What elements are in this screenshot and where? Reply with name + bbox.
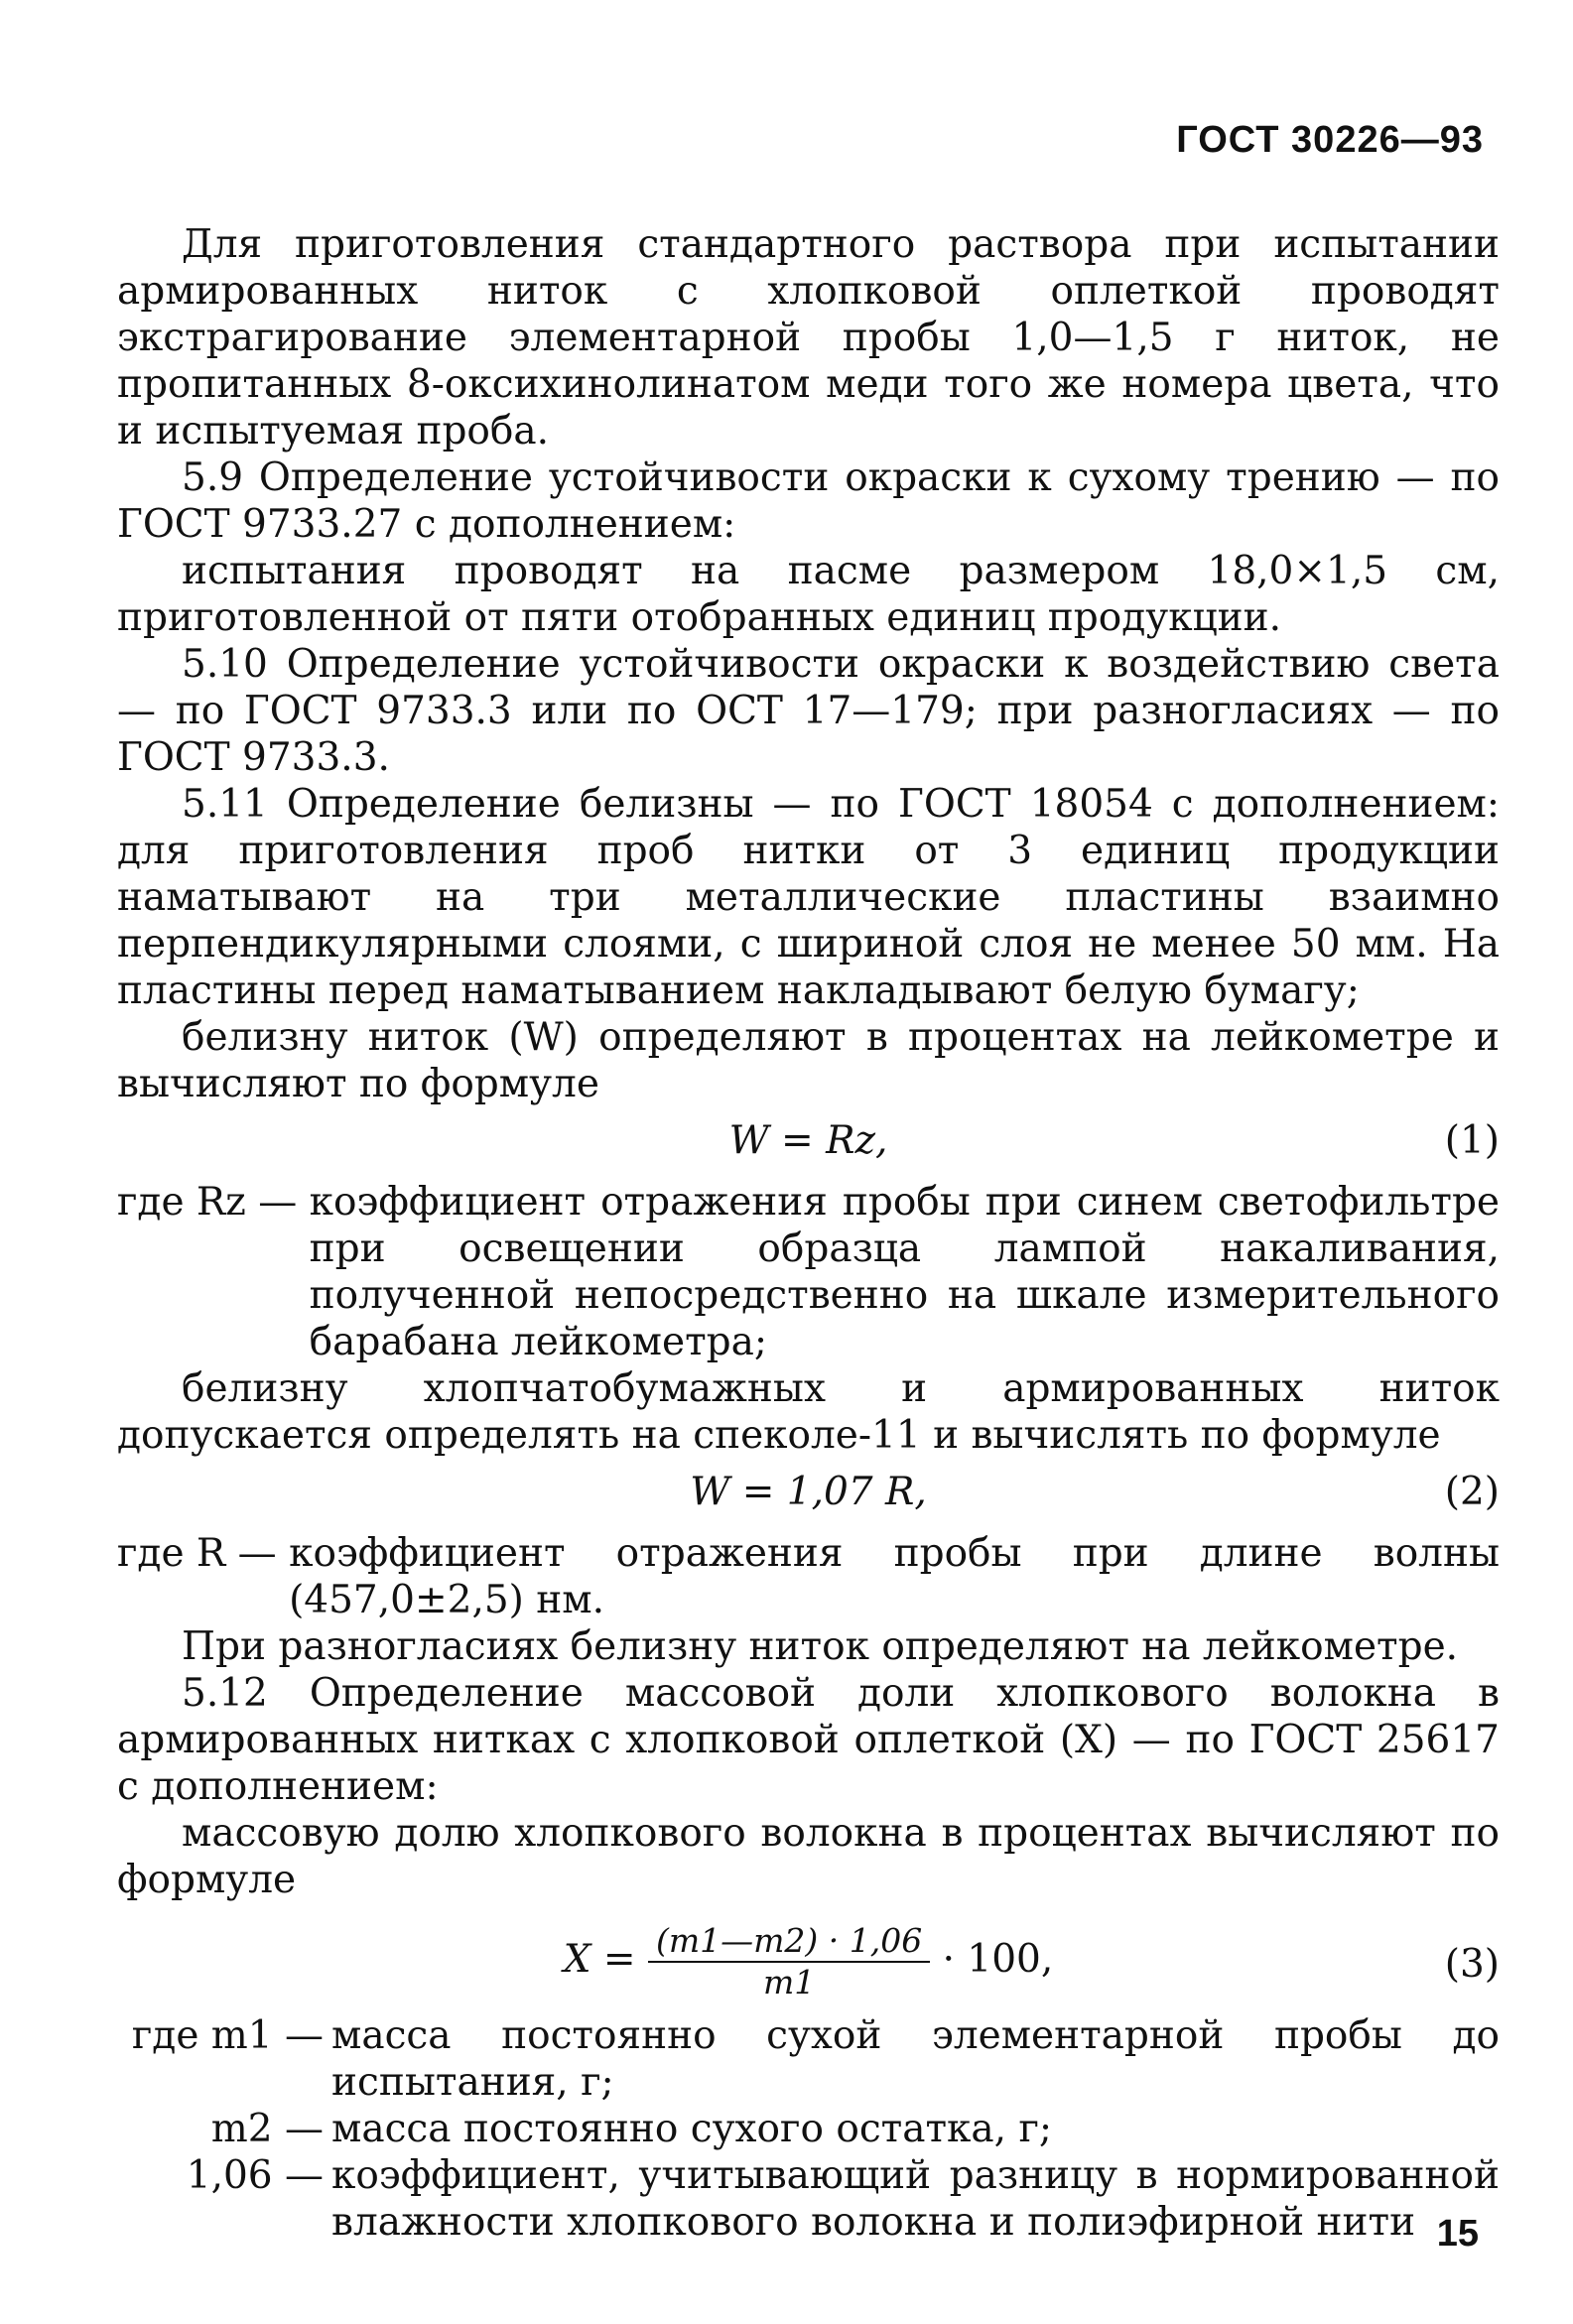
formula-2 <box>117 1459 1500 1530</box>
formula-1 <box>117 1107 1500 1179</box>
formula-3-lhs: X = <box>563 1937 636 1982</box>
paragraph: Для приготовления стандартного раствора при испытании армированных ниток с хлопковой оплеткой проводят экстрагирование элементарной пробы 1,0—1,5 г ниток, не пропитанных 8-оксихинолинатом меди того же номера цвета, что и испытуемая проба. <box>117 222 1500 453</box>
formula-3-numerator: (m1—m2) · 1,06 <box>648 1921 930 1963</box>
definition-row <box>117 2152 1500 2246</box>
definition-symbol: 1,06 — <box>186 2153 324 2198</box>
formula-1-expression: W = Rz, <box>728 1118 888 1163</box>
formula-3-fraction <box>648 1921 930 2002</box>
definition-list <box>117 2012 1500 2246</box>
definition-row <box>117 2012 1500 2106</box>
section-5-11: 5.11 Определение белизны — по ГОСТ 18054 с дополнением: для приготовления проб нитки от 3 единиц продукции наматывают на три металлические пластины взаимно перпендикулярными слоями, с шириной слоя не менее 50 мм. На пластины перед наматыванием накладывают белую бумагу; <box>117 782 1500 1013</box>
where-clause-2 <box>117 1530 1500 1623</box>
formula-3-expression <box>117 1921 1500 2002</box>
page-header: ГОСТ 30226—93 <box>1176 119 1484 161</box>
definition-symbol: где m1 — <box>131 2013 324 2058</box>
paragraph: испытания проводят на пасме размером 18,0×1,5 см, приготовленной от пяти отобранных единиц продукции. <box>117 549 1500 640</box>
paragraph: При разногласиях белизну ниток определяют на лейкометре. <box>182 1624 1459 1669</box>
definition-text: масса постоянно сухого остатка, г; <box>331 2107 1053 2151</box>
definition-row <box>117 2106 1500 2152</box>
where-text: коэффициент отражения пробы при синем светофильтре при освещении образца лампой накаливания, полученной непосредственно на шкале измерительного барабана лейкометра; <box>309 1180 1500 1364</box>
section-5-10: 5.10 Определение устойчивости окраски к воздействию света — по ГОСТ 9733.3 или по ОСТ 17—179; при разногласиях — по ГОСТ 9733.3. <box>117 642 1500 780</box>
definition-text: коэффициент, учитывающий разницу в нормированной влажности хлопкового волокна и полиэфирной нити <box>331 2153 1500 2245</box>
where-clause-1 <box>117 1179 1500 1365</box>
formula-3-denominator: m1 <box>762 1963 816 2001</box>
formula-3-tail: · 100, <box>942 1937 1054 1982</box>
where-label: где R — <box>117 1531 277 1576</box>
formula-1-number: (1) <box>1444 1118 1500 1163</box>
section-5-9: 5.9 Определение устойчивости окраски к сухому трению — по ГОСТ 9733.27 с дополнением: <box>117 455 1500 547</box>
paragraph: белизну хлопчатобумажных и армированных ниток допускается определять на спеколе-11 и вычислять по формуле <box>117 1366 1500 1458</box>
where-text: коэффициент отражения пробы при длине волны (457,0±2,5) нм. <box>289 1531 1500 1622</box>
formula-2-expression: W = 1,07 R, <box>690 1470 927 1514</box>
definition-symbol: m2 — <box>210 2107 324 2151</box>
where-label: где Rz — <box>117 1180 298 1225</box>
section-5-12: 5.12 Определение массовой доли хлопкового волокна в армированных нитках с хлопковой оплеткой (X) — по ГОСТ 25617 с дополнением: <box>117 1671 1500 1809</box>
definition-text: масса постоянно сухой элементарной пробы до испытания, г; <box>331 2013 1500 2105</box>
paragraph: массовую долю хлопкового волокна в процентах вычисляют по формуле <box>117 1811 1500 1902</box>
formula-3 <box>117 1903 1500 2012</box>
page-content <box>117 221 1500 2246</box>
paragraph: белизну ниток (W) определяют в процентах на лейкометре и вычисляют по формуле <box>117 1015 1500 1106</box>
formula-3-number: (3) <box>1444 1942 1500 1987</box>
page-number: 15 <box>1436 2213 1479 2255</box>
formula-2-number: (2) <box>1444 1470 1500 1514</box>
